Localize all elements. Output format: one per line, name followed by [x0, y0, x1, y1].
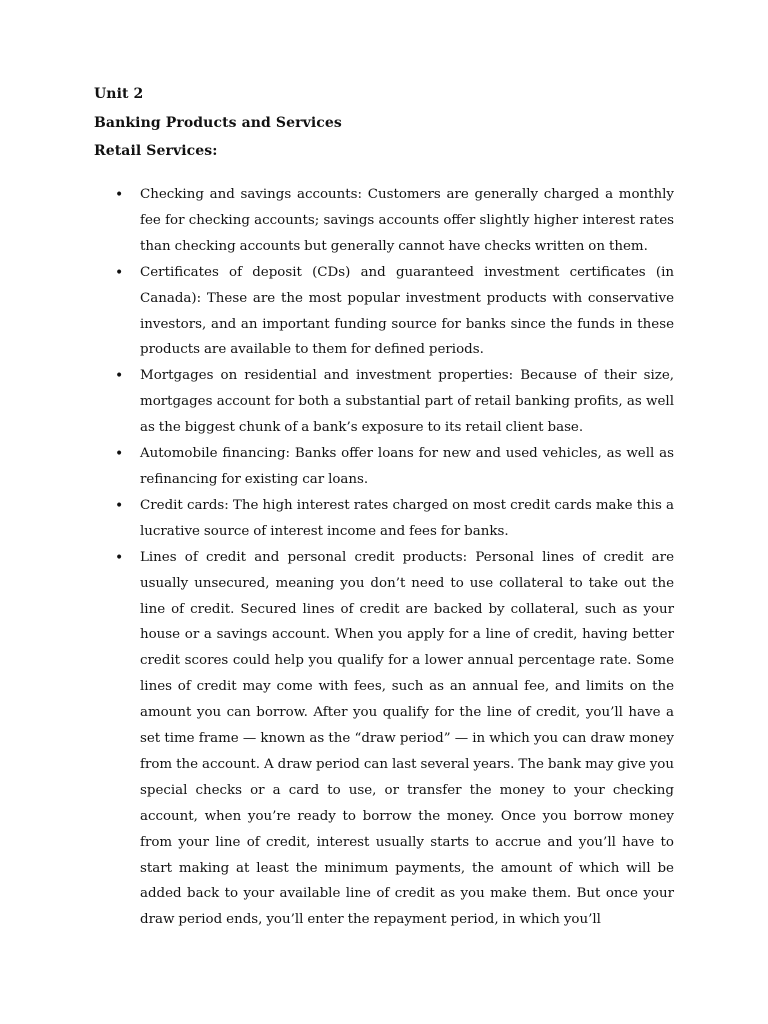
list-item-automobile-financing: [0, 441, 768, 493]
bullet-icon: •: [115, 549, 124, 566]
list-item-checking-savings: [0, 182, 768, 260]
unit-heading: Unit 2: [94, 86, 144, 102]
page-title: Banking Products and Services: [94, 115, 342, 131]
list-item-text: Lines of credit and personal credit products: Personal lines of credit are usually unsecured, meaning you don’t need to use collateral to take out the line of credit. Secured lines of credit are backed by collateral, such as your house or a savings account. When you apply for a line of credit, having better credit scores could help you qualify for a lower annual percentage rate. Some lines of credit may come with fees, such as an annual fee, and limits on the amount you can borrow. After you qualify for the line of credit, you’ll have a set time frame — known as the “draw period” — in which you can draw money from the account. A draw period can last several years. The bank may give you special checks or a card to use, or transfer the money to your checking account, when you’re ready to borrow the money. Once you borrow money from your line of credit, interest usually starts to accrue and you’ll have to start making at least the minimum payments, the amount of which will be added back to your available line of credit as you make them. But once your draw period ends, you’ll enter the repayment period, in which you’ll: [140, 549, 674, 928]
list-item-text: Certificates of deposit (CDs) and guaranteed investment certificates (in Canada): These are the most popular investment products with conservative investors, and an important funding source for banks since the funds in these products are available to them for defined periods.: [140, 264, 674, 358]
bullet-icon: •: [115, 446, 124, 463]
bullet-icon: •: [115, 368, 124, 385]
list-item-certificates-of-deposit: [0, 260, 768, 364]
bullet-icon: •: [115, 264, 124, 281]
list-item-lines-of-credit: [0, 545, 768, 934]
list-item-text: Automobile financing: Banks offer loans for new and used vehicles, as well as refinancing for existing car loans.: [140, 446, 674, 487]
list-item-mortgages: [0, 363, 768, 441]
list-item-text: Credit cards: The high interest rates charged on most credit cards make this a lucrative source of interest income and fees for banks.: [140, 497, 674, 539]
list-item-text: Checking and savings accounts: Customers are generally charged a monthly fee for checking accounts; savings accounts offer slightly higher interest rates than checking accounts but generally cannot have checks written on them.: [140, 187, 674, 254]
retail-services-list: [0, 182, 768, 933]
list-item-credit-cards: [0, 493, 768, 545]
list-item-text: Mortgages on residential and investment properties: Because of their size, mortgages account for both a substantial part of retail banking profits, as well as the biggest chunk of a bank’s exposure to its retail client base.: [140, 368, 674, 436]
bullet-icon: •: [115, 187, 124, 203]
bullet-icon: •: [115, 497, 124, 514]
section-heading: Retail Services:: [94, 143, 218, 159]
